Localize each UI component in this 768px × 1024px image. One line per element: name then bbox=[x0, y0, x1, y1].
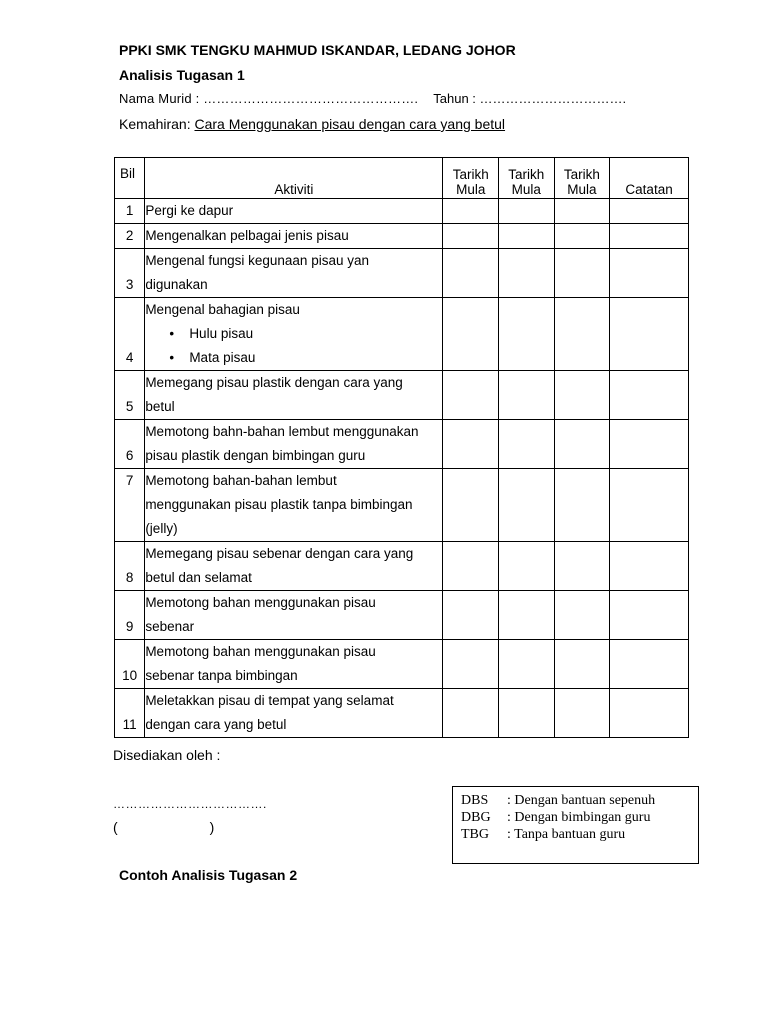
document-title: Analisis Tugasan 1 bbox=[119, 67, 245, 83]
table-row bbox=[115, 591, 689, 640]
activity-text: Meletakkan pisau di tempat yang selamat bbox=[145, 693, 394, 708]
paren-open: ( bbox=[113, 819, 118, 835]
legend-row bbox=[461, 809, 698, 826]
header-catatan: Catatan bbox=[610, 158, 689, 199]
tarikh-mula-1-cell bbox=[443, 542, 499, 591]
task-analysis-table bbox=[114, 157, 689, 738]
tarikh-mula-1-cell bbox=[443, 469, 499, 542]
catatan-cell bbox=[610, 249, 689, 298]
activity-cell bbox=[145, 640, 443, 689]
tarikh-mula-2-cell bbox=[499, 199, 555, 224]
activity-cell bbox=[145, 249, 443, 298]
legend-desc: : Dengan bimbingan guru bbox=[507, 810, 651, 825]
tarikh-mula-3-cell bbox=[554, 542, 610, 591]
header-aktiviti: Aktiviti bbox=[145, 158, 443, 199]
activity-text: Memotong bahan-bahan lembut bbox=[145, 473, 337, 488]
activity-cell bbox=[145, 542, 443, 591]
activity-cell bbox=[145, 689, 443, 738]
activity-text: Memotong bahan menggunakan pisau bbox=[145, 595, 376, 610]
activity-text: Memotong bahn-bahan lembut menggunakan bbox=[145, 424, 419, 439]
tarikh-mula-2-cell bbox=[499, 249, 555, 298]
tarikh-mula-2-cell bbox=[499, 640, 555, 689]
legend-row bbox=[461, 792, 698, 809]
legend-code: DBS bbox=[461, 793, 489, 808]
catatan-cell bbox=[610, 640, 689, 689]
table-row bbox=[115, 199, 689, 224]
tarikh-mula-3-cell bbox=[554, 469, 610, 542]
row-number: 6 bbox=[115, 420, 145, 469]
prepared-by-label: Disediakan oleh : bbox=[113, 747, 221, 763]
row-number: 7 bbox=[115, 469, 145, 542]
row-number: 2 bbox=[115, 224, 145, 249]
catatan-cell bbox=[610, 689, 689, 738]
tarikh-mula-1-cell bbox=[443, 371, 499, 420]
next-section-title: Contoh Analisis Tugasan 2 bbox=[119, 867, 298, 883]
tarikh-mula-1-cell bbox=[443, 224, 499, 249]
student-info-line bbox=[119, 91, 626, 106]
tarikh-mula-2-cell bbox=[499, 689, 555, 738]
kemahiran-value: Cara Menggunakan pisau dengan cara yang betul bbox=[194, 116, 506, 132]
table-row bbox=[115, 689, 689, 738]
activity-text: sebenar tanpa bimbingan bbox=[145, 668, 298, 683]
activity-cell bbox=[145, 224, 443, 249]
tarikh-mula-1-cell bbox=[443, 591, 499, 640]
tarikh-mula-2-cell bbox=[499, 591, 555, 640]
paren-close: ) bbox=[209, 819, 215, 835]
row-number: 8 bbox=[115, 542, 145, 591]
activity-text: Memegang pisau sebenar dengan cara yang bbox=[145, 546, 414, 561]
catatan-cell bbox=[610, 224, 689, 249]
header-tarikh-mula-1: Tarikh Mula bbox=[443, 158, 499, 199]
name-parentheses bbox=[113, 819, 214, 835]
tarikh-mula-1-cell bbox=[443, 298, 499, 371]
activity-cell bbox=[145, 469, 443, 542]
tarikh-mula-3-cell bbox=[554, 689, 610, 738]
activity-text: pisau plastik dengan bimbingan guru bbox=[145, 448, 366, 463]
row-number: 10 bbox=[115, 640, 145, 689]
kemahiran-label: Kemahiran: bbox=[119, 116, 195, 132]
table-body bbox=[115, 199, 689, 738]
bullet-list bbox=[145, 322, 442, 370]
tarikh-mula-3-cell bbox=[554, 591, 610, 640]
row-number: 3 bbox=[115, 249, 145, 298]
tarikh-mula-2-cell bbox=[499, 224, 555, 249]
activity-text: betul bbox=[145, 399, 175, 414]
tarikh-mula-3-cell bbox=[554, 420, 610, 469]
tarikh-mula-2-cell bbox=[499, 542, 555, 591]
tarikh-mula-1-cell bbox=[443, 689, 499, 738]
kemahiran-line bbox=[119, 116, 505, 132]
tahun-field: Tahun : ……………………………. bbox=[433, 91, 627, 106]
catatan-cell bbox=[610, 542, 689, 591]
table-row bbox=[115, 249, 689, 298]
table-header-row bbox=[115, 158, 689, 199]
legend-box bbox=[452, 786, 699, 864]
catatan-cell bbox=[610, 469, 689, 542]
tarikh-mula-1-cell bbox=[443, 420, 499, 469]
activity-text: Memegang pisau plastik dengan cara yang bbox=[145, 375, 403, 390]
header-bil: Bil bbox=[115, 158, 145, 199]
catatan-cell bbox=[610, 371, 689, 420]
activity-text: Mengenalkan pelbagai jenis pisau bbox=[145, 228, 349, 243]
catatan-cell bbox=[610, 199, 689, 224]
tarikh-mula-1-cell bbox=[443, 640, 499, 689]
nama-murid-field: Nama Murid : …………………………………………. bbox=[119, 91, 419, 106]
row-number: 5 bbox=[115, 371, 145, 420]
tarikh-mula-2-cell bbox=[499, 371, 555, 420]
row-number: 1 bbox=[115, 199, 145, 224]
tarikh-mula-2-cell bbox=[499, 298, 555, 371]
legend-desc: : Tanpa bantuan guru bbox=[507, 827, 626, 842]
tarikh-mula-2-cell bbox=[499, 469, 555, 542]
activity-text: Mengenal fungsi kegunaan pisau yan bbox=[145, 253, 369, 268]
table-row bbox=[115, 469, 689, 542]
row-number: 11 bbox=[115, 689, 145, 738]
table-row bbox=[115, 640, 689, 689]
table-row bbox=[115, 224, 689, 249]
activity-text: betul dan selamat bbox=[145, 570, 252, 585]
legend-code: TBG bbox=[461, 827, 489, 842]
activity-cell bbox=[145, 371, 443, 420]
catatan-cell bbox=[610, 420, 689, 469]
table-row bbox=[115, 420, 689, 469]
tarikh-mula-2-cell bbox=[499, 420, 555, 469]
activity-cell bbox=[145, 199, 443, 224]
legend-row bbox=[461, 826, 698, 843]
activity-cell bbox=[145, 591, 443, 640]
tarikh-mula-1-cell bbox=[443, 199, 499, 224]
row-number: 4 bbox=[115, 298, 145, 371]
bullet-item: • Mata pisau bbox=[189, 346, 442, 370]
school-name: PPKI SMK TENGKU MAHMUD ISKANDAR, LEDANG JOHOR bbox=[119, 42, 516, 58]
legend-desc: : Dengan bantuan sepenuh bbox=[507, 793, 656, 808]
tarikh-mula-3-cell bbox=[554, 224, 610, 249]
activity-text: digunakan bbox=[145, 277, 208, 292]
table-row bbox=[115, 298, 689, 371]
tarikh-mula-3-cell bbox=[554, 371, 610, 420]
activity-text: (jelly) bbox=[145, 521, 178, 536]
catatan-cell bbox=[610, 298, 689, 371]
activity-text: Mengenal bahagian pisau bbox=[145, 302, 300, 317]
activity-cell bbox=[145, 420, 443, 469]
signature-line: ………………………………. bbox=[113, 797, 267, 811]
bullet-item: • Hulu pisau bbox=[189, 322, 442, 346]
activity-cell bbox=[145, 298, 443, 371]
legend-code: DBG bbox=[461, 810, 491, 825]
header-tarikh-mula-2: Tarikh Mula bbox=[499, 158, 555, 199]
activity-text: menggunakan pisau plastik tanpa bimbingan bbox=[145, 497, 413, 512]
table-row bbox=[115, 542, 689, 591]
row-number: 9 bbox=[115, 591, 145, 640]
activity-text: Pergi ke dapur bbox=[145, 203, 234, 218]
tarikh-mula-3-cell bbox=[554, 249, 610, 298]
activity-text: sebenar bbox=[145, 619, 195, 634]
table-row bbox=[115, 371, 689, 420]
activity-text: dengan cara yang betul bbox=[145, 717, 287, 732]
header-tarikh-mula-3: Tarikh Mula bbox=[554, 158, 610, 199]
tarikh-mula-3-cell bbox=[554, 199, 610, 224]
catatan-cell bbox=[610, 591, 689, 640]
activity-text: Memotong bahan menggunakan pisau bbox=[145, 644, 376, 659]
tarikh-mula-3-cell bbox=[554, 298, 610, 371]
tarikh-mula-3-cell bbox=[554, 640, 610, 689]
tarikh-mula-1-cell bbox=[443, 249, 499, 298]
